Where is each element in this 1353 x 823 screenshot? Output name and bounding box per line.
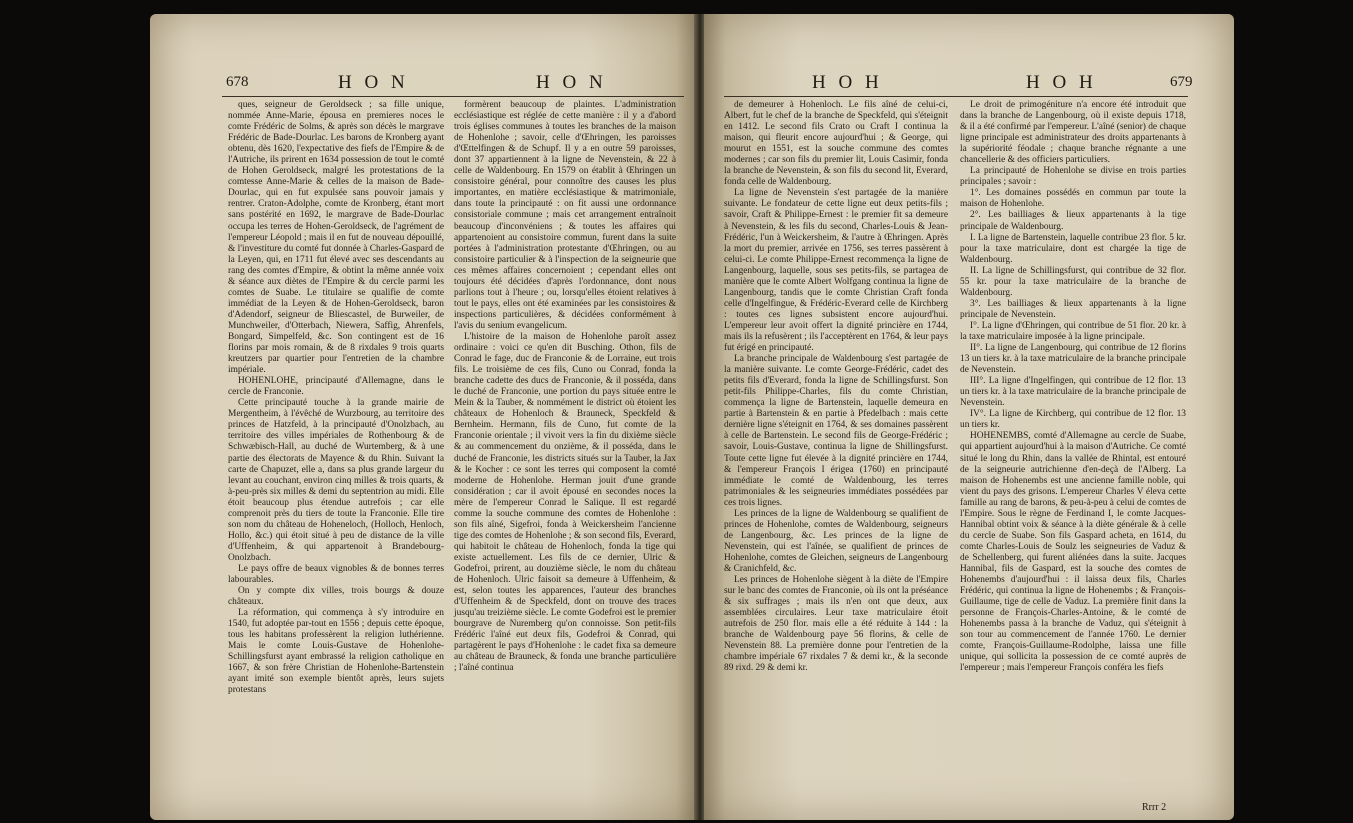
left-column-1 [228,100,444,812]
running-head-right-1: H O H [812,72,883,93]
paragraph: 2°. Les bailliages & lieux appartenants à la tige principale de Waldenbourg. [960,210,1186,232]
paragraph: de demeurer à Hohenloch. Le fils aîné de celui-ci, Albert, fut le chef de la branche de Speckfeld, qui s'éteignit en 1412. Le second fils Crato ou Craft I continua la maison, qui fleurit encore aujourd'hui ; & George, qui mourut en 1551, est la souche commune des comtes modernes ; car son fils du premier lit, Louis Casimir, fonda la branche de Nevenstein, & son fils du second lit, Everard, fonda celle de Waldenbourg. [724,100,948,188]
paragraph: Les princes de la ligne de Waldenbourg se qualifient de princes de Hohenlohe, comtes de Waldenbourg, seigneurs de Langenbourg, &c. Les princes de la ligne de Nevenstein, qui est l'aînée, se qualifient de princes de Hohenlohe, comtes de Gleichen, seigneurs de Langenbourg & Cranichfeld, &c. [724,508,948,574]
paragraph: La ligne de Nevenstein s'est partagée de la manière suivante. Le fondateur de cette ligne eut deux petits-fils ; savoir, Craft & Philippe-Ernest : le premier fit sa demeure à Nevenstein, & les fils du second, Charles-Louis & Jean-Frédéric, l'un à Weickersheim, & l'autre à Œhringen. Après la mort du premier, arrivée en 1756, ses terres passèrent à celui-ci. Le comte Philippe-Ernest recommença la ligne de Langenbourg, laquelle, sous ses petits-fils, se partagea de manière que le comte Albert Wolfgang continua la ligne de Langenbourg, tandis que le comte Christian Craft fonda celle d'Ingelfingue, & Frédéric-Everard celle de Kirchberg : toutes ces lignes subsistent encore aujourd'hui. L'empereur leur avoit offert la dignité princière en 1744, mais ils la refusèrent ; ils l'acceptèrent en 1764, & leur pays fut érigé en principauté. [724,188,949,354]
header-rule-right [724,96,1188,97]
paragraph: II°. La ligne de Langenbourg, qui contribue de 12 florins 13 un tiers kr. à la taxe matriculaire de la branche principale de Nevenstein. [960,343,1186,376]
running-head-right-2: H O H [1026,72,1097,93]
paragraph: I°. La ligne d'Œhringen, qui contribue de 51 flor. 20 kr. à la taxe matriculaire imposée à la ligne principale. [960,320,1186,342]
paragraph: III°. La ligne d'Ingelfingen, qui contribue de 12 flor. 13 un tiers kr. à la taxe matriculaire de la branche principale de Nevenstein. [960,376,1186,409]
paragraph: La principauté de Hohenlohe se divise en trois parties principales ; savoir : [960,166,1186,188]
paragraph: 1°. Les domaines possédés en commun par toute la maison de Hohenlohe. [960,188,1186,210]
paragraph: II. La ligne de Schillingsfurst, qui contribue de 32 flor. 55 kr. pour la taxe matriculaire de la branche de Waldenbourg. [960,265,1186,298]
signature-mark: Rrrr 2 [1142,802,1167,813]
right-page [704,14,1234,820]
paragraph: On y compte dix villes, trois bourgs & douze châteaux. [228,586,444,608]
paragraph: formèrent beaucoup de plaintes. L'administration ecclésiastique est réglée de cette manière : il y a d'abord trois églises communes à toutes les branches de la maison de Hohenlohe ; savoir, celle d'Œhringen, les paroisses d'Œttelfingen & de Schupf. Il y a en outre 59 paroisses, dont 37 appartiennent à la ligne de Nevenstein, & 22 à celle de Waldenbourg. En 1579 on établit à Œhringen un consistoire général, pour connoître des causes les plus importantes, en matière ecclésiastique & matrimoniale, dans toute la principauté : on fit aussi une ordonnance consistoriale commune ; mais cet arrangement entraînoit beaucoup d'inconvéniens ; & toutes les affaires qui appartenoient au consistoire commun, furent dans la suite portées à l'administration protestante d'Œhringen, ou au consistoire particulier & à l'inspection de la seigneurie que ces mêmes affaires concernoient ; cependant elles ont toujours été décidées d'après l'ordonnance, dont nous parlions tout à l'heure ; ou, lorsqu'elles étoient relatives à tout le pays, elles ont été examinées par les consistoires & inspections particulières, & décidées conformément à l'avis du senium evangelicum. [454,100,676,331]
paragraph: HOHENEMBS, comté d'Allemagne au cercle de Suabe, qui appartient aujourd'hui à la maison d'Autriche. Ce comté situé le long du Rhin, dans la vallée de Rhintal, est entouré de la seigneurie autrichienne d'en-deçà de l'Alberg. La maison de Hohenembs est une ancienne famille noble, qui vient du pays des grisons. L'empereur Charles V éleva cette famille au rang de barons, & peu-à-peu à celui de comtes de l'Empire. Sous le règne de Ferdinand I, le comte Jacques-Hannibal obtint voix & séance à la diète générale & à celle du cercle de Suabe. Son fils Gaspard acheta, en 1614, du comte Charles-Louis de Soulz les seigneuries de Vaduz & de Schellenberg, qui furent aliénées dans la suite. Jacques Hannibal, fils de Gaspard, est la souche des comtes de Hohenembs d'aujourd'hui : il laissa deux fils, Charles Frédéric, qui continua la ligne de Hohenembs ; & François-Guillaume, tige de celle de Vaduz. La première finit dans la personne de François-Charles-Antoine, & le comté de Hohenembs passa à la branche de Vaduz, qui s'éteignit à son tour au commencement de l'année 1760. Le dernier comte, François-Guillaume-Rodolphe, laissa une fille unique, qui sollicita la possession de ce comté auprès de l'empereur ; mais l'empereur François conféra les fiefs [960,431,1186,674]
page-number-right: 679 [1170,74,1193,90]
running-head-left-2: H O N [536,72,607,93]
left-page [150,14,698,820]
paragraph: Le pays offre de beaux vignobles & de bonnes terres labourables. [228,563,444,586]
right-column-2 [960,100,1186,802]
left-column-2 [454,100,676,812]
paragraph: La branche principale de Waldenbourg s'est partagée de la manière suivante. Le comte George-Frédéric, cadet des petits fils d'Everard, fonda la ligne de Schillingsfurst. Son petit-fils Philippe-Charles, fils du comte Christian, commença la ligne de Bartenstein, laquelle demeura en partie à Bartenstein & en partie à Pfedelbach : mais cette dernière ligne s'éteignit en 1764, & ses domaines passèrent à celle de Bartenstein. Le second fils de George-Frédéric ; savoir, Louis-Gustave, continua la ligne de Shillingsfurst. Toute cette ligne fut élevée à la dignité princière en 1744, & l'empereur François I érigea (1760) en principauté immédiate le comté de Waldenbourg, les terres patrimoniales & les seigneuries immédiates possédées par ces trois lignes. [724,354,948,508]
paragraph: IV°. La ligne de Kirchberg, qui contribue de 12 flor. 13 un tiers kr. [960,409,1186,431]
paragraph: I. La ligne de Bartenstein, laquelle contribue 23 flor. 5 kr. pour la taxe matriculaire, dont est chargée la tige de Waldenbourg. [960,232,1186,265]
paragraph: ques, seigneur de Geroldseck ; sa fille unique, nommée Anne-Marie, épousa en premieres noces le comte Frédéric de Solms, & après son décès le margrave Frédéric de Bade-Dourlac. Les barons de Kronberg ayant obtenu, dès 1620, l'expectative des fiefs de l'Empire & de l'Autriche, ils prirent en 1634 possession de tout le comté de Hohen Geroldseck, malgré les protestations de la comtesse Anne-Marie & celles de la maison de Bade-Dourlac, qui en fut expulsée sans pouvoir jamais y rentrer. Craton-Adolphe, comte de Kronberg, étant mort sans postérité en 1692, le margrave de Bade-Dourlac occupa les terres de Hohen-Geroldseck, de l'agrément de l'empereur Léopold ; mais il en fut de nouveau dépouillé, & l'investiture du comté fut donnée à Charles-Gaspard de la Leyen, qui, en 1711 fut élevé avec ses descendants au rang des comtes d'Empire, & obtint la même année voix & séance aux diètes de l'Empire & du cercle parmi les comtes de Suabe. Le titulaire se qualifie de comte immédiat de la Leyen & de Hohen-Geroldseck, baron d'Adendorf, seigneur de Bliescastel, de Burweiler, de Munchweiler, d'Otterbach, Niewera, Saffig, Ahrenfels, Bongard, Simpelfeld, &c. Son contingent est de 16 florins par mois romain, & de 8 rixdales 9 trois quarts kreutzers par quartier pour l'entretien de la chambre impériale. [228,100,444,376]
paragraph: L'histoire de la maison de Hohenlohe paroît assez ordinaire : voici ce qu'en dit Busching. Othon, fils de Conrad le fage, duc de Franconie & de Lorraine, eut trois fils. Le troisième de ces fils, Cuno ou Conrad, fonda la branche cadette des ducs de Franconie, & il posséda, dans le duché de Franconie, une portion du pays située entre le Mein & la Tauber, & nommément le district où étoient les châteaux de Hohenloch & Brauneck, Speckfeld & Bernheim. Hermann, fils de Cuno, fut comte de la Franconie orientale ; il vivoit vers la fin du dixième siècle & au commencement du onzième, & il posséda, dans le duché de Franconie, les districts situés sur la Tauber, la Jax & le Kocher : ce sont les terres qui composent la comté moderne de Hohenlohe. Herman jouit d'une grande considération ; car il avoit épousé en secondes noces la mère de l'empereur Conrad le Salique. Il est regardé comme la souche commune des comtes de Hohenlohe : son fils aîné, Sigefroi, fonda à Weickersheim l'ancienne tige des comtes de Hohenlohe ; & son second fils, Everard, qui habitoit le château de Hohenloch, fonda la tige qui existe actuellement. Les fils de ce dernier, Ulric & Godefroi, prirent, au douzième siècle, le nom du château de Hohenloch. Ulric faisoit sa demeure à Uffenheim, & est, selon toutes les apparences, l'auteur des branches d'Uffenheim & de Speckfeld, dont on trouve des traces jusqu'au treizième siècle. Le comte Godefroi est le premier bourgrave de Nuremberg qu'on connoisse. Son petit-fils Frédéric l'aîné eut deux fils, Godefroi & Conrad, qui partagèrent le pays d'Hohenlohe : le cadet fixa sa demeure au château de Brauneck, & fonda une branche particulière ; l'aîné continua [454,331,676,674]
page-number-left: 678 [226,74,249,90]
running-head-left-1: H O N [338,72,409,93]
paragraph: 3°. Les bailliages & lieux appartenants à la ligne principale de Nevenstein. [960,298,1186,320]
paragraph: La réformation, qui commença à s'y introduire en 1540, fut adoptée par-tout en 1556 ; depuis cette époque, tous les habitans professèrent la religion luthérienne. Mais le comte Louis-Gustave de Hohenlohe-Schillingsfurst ayant embrassé la religion catholique en 1667, & son frère Christian de Hohenlohe-Bartenstein ayant imité son exemple bientôt après, leurs sujets protestans [228,608,444,696]
paragraph: Les princes de Hohenlohe siègent à la diète de l'Empire sur le banc des comtes de Franconie, où ils ont la préséance & six suffrages ; mais ils n'en ont que deux, aux assemblées circulaires. Leur taxe matriculaire étoit autrefois de 250 flor. mais elle a été réduite à 144 : la branche de Waldenbourg paye 56 florins, & celle de Nevenstein 88. La première donne pour l'entretien de la chambre impériale 67 rixdales 7 & demi kr., & la seconde 89 rixd. 29 & demi kr. [724,575,948,674]
paragraph: HOHENLOHE, principauté d'Allemagne, dans le cercle de Franconie. [228,376,444,398]
paragraph: Cette principauté touche à la grande mairie de Mergentheim, à l'évêché de Wurzbourg, au territoire des princes de Hatzfeld, à la principauté d'Onolzbach, au territoire des villes impériales de Rothenbourg & de Schwæbisch-Hall, au duché de Wurtemberg, & à une partie des électorats de Mayence & du Rhin. Suivant la carte de Chapuzet, elle a, dans sa plus grande largeur du levant au couchant, environ cinq milles & trois quarts, & à-peu-près six milles & demi du septentrion au midi. Elle étoit beaucoup plus étendue autrefois ; car elle comprenoit près du tiers de toute la Franconie. Elle tire son nom du château de Hoheneloch, (Holloch, Henloch, Hollo, &c.) qui étoit situé à peu de distance de la ville d'Uffenheim, & qui appartenoit à Brandebourg-Onolzbach. [228,398,444,563]
header-rule-left [222,96,684,97]
paragraph: Le droit de primogéniture n'a encore été introduit que dans la branche de Langenbourg, où il existe depuis 1718, & il a été confirmé par l'empereur. L'aîné (senior) de chaque ligne principale est administrateur des droits appartenants à la supériorité féodale ; chaque branche régnante a une chancellerie & des officiers particuliers. [960,100,1186,166]
right-column-1 [724,100,948,812]
